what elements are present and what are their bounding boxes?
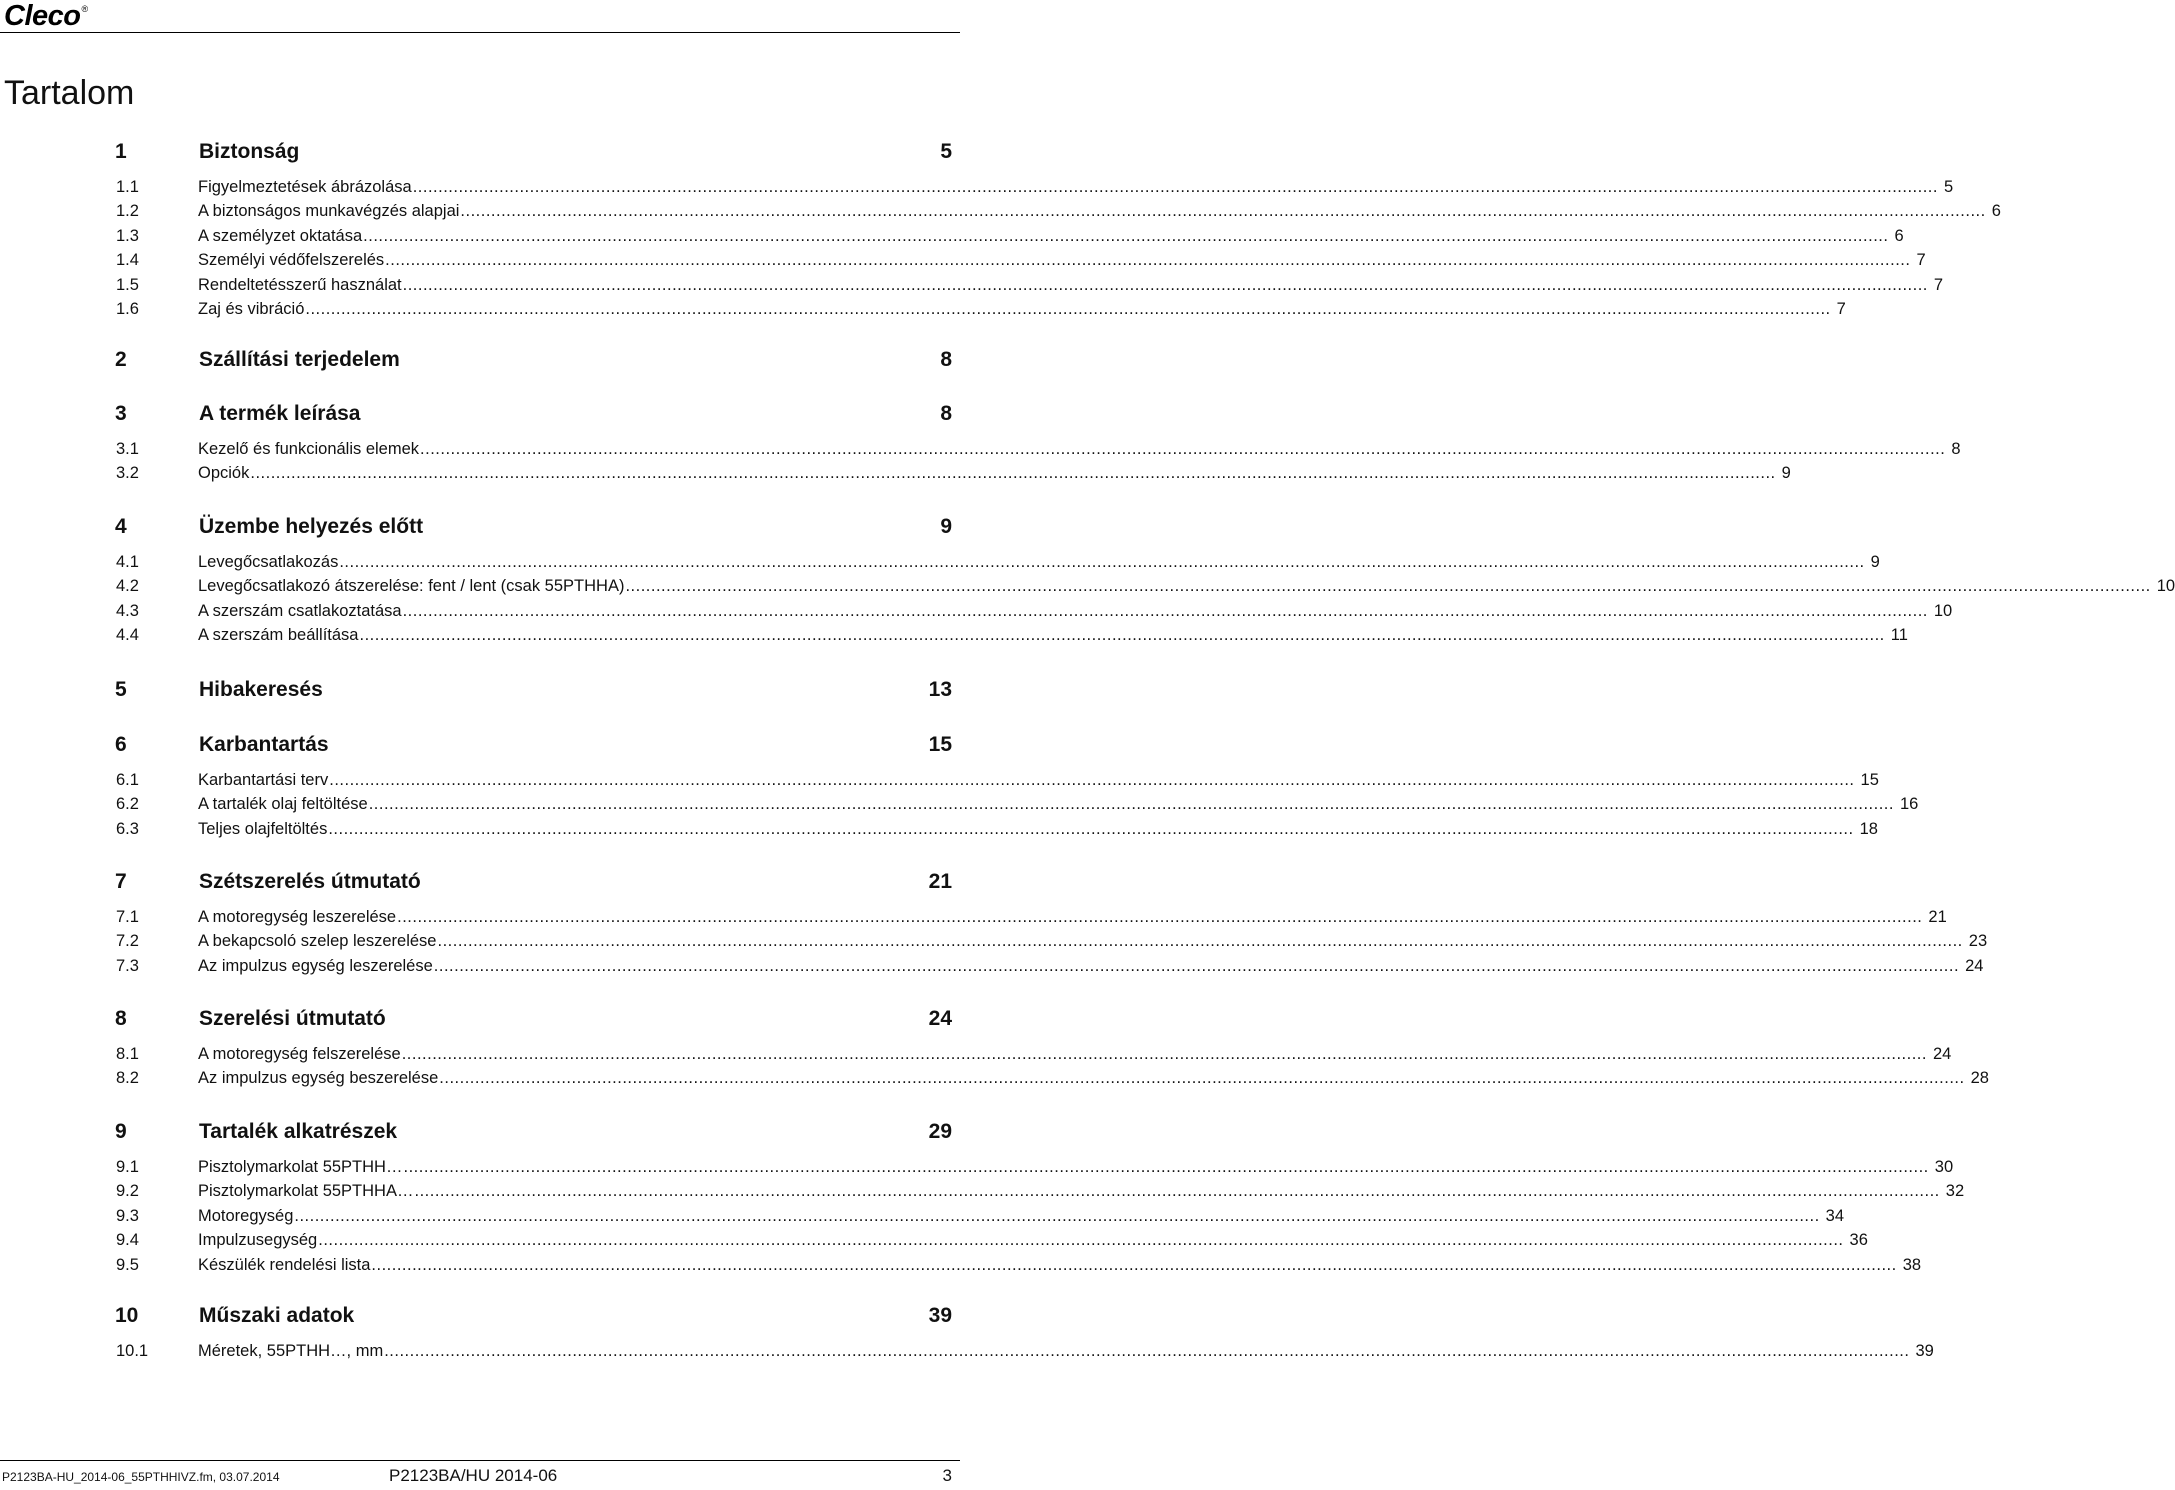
entry-number: 7.2 bbox=[116, 932, 139, 951]
chapter-title: Üzembe helyezés előtt bbox=[199, 515, 424, 538]
dot-leader: ............................................................................................................................................................................................................................................................................................................ bbox=[397, 908, 1923, 926]
chapter-number: 1 bbox=[115, 140, 127, 163]
dot-leader: ............................................................................................................................................................................................................................................................................................................ bbox=[433, 956, 1960, 975]
chapter-number: 10 bbox=[115, 1304, 139, 1327]
dot-leader: ............................................................................................................................................................................................................................................................................................................ bbox=[414, 1182, 1940, 1201]
chapter-title: Hibakeresés bbox=[199, 678, 323, 701]
toc-entry[interactable] bbox=[0, 795, 1919, 817]
dot-leader: ............................................................................................................................................................................................................................................................................................................ bbox=[363, 226, 1889, 245]
entry-page: 21 bbox=[1928, 908, 1947, 926]
toc-entry[interactable] bbox=[0, 202, 2001, 224]
chapter-number: 8 bbox=[115, 1007, 127, 1030]
entry-title: A motoregység felszerelése bbox=[198, 1045, 401, 1063]
entry-number: 9.2 bbox=[116, 1182, 139, 1201]
entry-number: 4.4 bbox=[116, 626, 139, 645]
entry-number: 1.6 bbox=[116, 300, 139, 318]
dot-leader: ............................................................................................................................................................................................................................................................................................................ bbox=[439, 1069, 1965, 1088]
chapter-page: 8 bbox=[940, 402, 952, 425]
chapter-title: Biztonság bbox=[199, 140, 300, 163]
entry-number: 1.4 bbox=[116, 251, 139, 270]
footer-page-number: 3 bbox=[942, 1466, 952, 1485]
chapter-number: 9 bbox=[115, 1120, 127, 1143]
entry-page: 10 bbox=[2156, 577, 2175, 596]
toc-entry[interactable] bbox=[0, 275, 1944, 298]
chapter-page: 9 bbox=[940, 515, 952, 538]
toc-entry[interactable] bbox=[0, 251, 1926, 273]
toc-entry[interactable] bbox=[0, 300, 1846, 322]
entry-number: 6.1 bbox=[116, 771, 139, 789]
chapter-title: A termék leírása bbox=[199, 402, 361, 425]
entry-page: 28 bbox=[1970, 1069, 1989, 1088]
toc-entry[interactable] bbox=[0, 932, 1988, 954]
dot-leader: ............................................................................................................................................................................................................................................................................................................ bbox=[294, 1206, 1820, 1225]
chapter-page: 13 bbox=[928, 678, 952, 701]
toc-entry[interactable] bbox=[0, 956, 1984, 979]
chapter-page: 24 bbox=[928, 1007, 952, 1030]
chapter-page: 5 bbox=[940, 140, 952, 163]
entry-number: 6.2 bbox=[116, 795, 139, 814]
toc-entry[interactable] bbox=[0, 577, 2175, 599]
chapter-page: 29 bbox=[928, 1120, 952, 1143]
chapter-number: 4 bbox=[115, 515, 127, 538]
dot-leader: ............................................................................................................................................................................................................................................................................................................ bbox=[385, 251, 1911, 270]
toc-entry[interactable] bbox=[0, 771, 1879, 793]
toc-chapter[interactable] bbox=[0, 348, 960, 378]
entry-title: Opciók bbox=[198, 464, 250, 483]
entry-page: 5 bbox=[1943, 178, 1954, 196]
chapter-number: 2 bbox=[115, 348, 127, 371]
toc-chapter[interactable] bbox=[0, 870, 960, 900]
entry-title: Motoregység bbox=[198, 1206, 294, 1225]
dot-leader: ............................................................................................................................................................................................................................................................................................................ bbox=[305, 300, 1831, 318]
toc-entry[interactable] bbox=[0, 178, 1954, 200]
toc-entry[interactable] bbox=[0, 601, 1953, 624]
toc-chapter[interactable] bbox=[0, 140, 960, 170]
toc-chapter[interactable] bbox=[0, 1120, 960, 1150]
entry-title: Rendeltetésszerű használat bbox=[198, 275, 402, 294]
dot-leader: ............................................................................................................................................................................................................................................................................................................ bbox=[625, 577, 2151, 596]
entry-page: 24 bbox=[1965, 956, 1984, 975]
entry-title: Az impulzus egység beszerelése bbox=[198, 1069, 439, 1088]
dot-leader: ............................................................................................................................................................................................................................................................................................................ bbox=[460, 202, 1986, 221]
entry-title: Karbantartási terv bbox=[198, 771, 329, 789]
footer-file-info: P2123BA-HU_2014-06_55PTHHIVZ.fm, 03.07.2014 bbox=[2, 1470, 280, 1484]
chapter-number: 6 bbox=[115, 733, 127, 756]
entry-page: 9 bbox=[1870, 553, 1880, 571]
entry-number: 8.2 bbox=[116, 1069, 139, 1088]
entry-number: 4.2 bbox=[116, 577, 139, 596]
chapter-page: 8 bbox=[940, 348, 952, 371]
toc-entry[interactable] bbox=[0, 226, 1904, 249]
dot-leader: ............................................................................................................................................................................................................................................................................................................ bbox=[412, 178, 1938, 196]
entry-title: Figyelmeztetések ábrázolása bbox=[198, 178, 412, 196]
entry-number: 7.1 bbox=[116, 908, 139, 926]
dot-leader: ............................................................................................................................................................................................................................................................................................................ bbox=[359, 626, 1885, 645]
entry-number: 3.1 bbox=[116, 440, 139, 458]
toc-chapter[interactable] bbox=[0, 733, 960, 763]
entry-number: 10.1 bbox=[116, 1342, 149, 1360]
chapter-number: 3 bbox=[115, 402, 127, 425]
entry-page: 38 bbox=[1902, 1255, 1922, 1274]
toc-entry[interactable] bbox=[0, 626, 1908, 648]
entry-number: 8.1 bbox=[116, 1045, 139, 1063]
entry-title: A bekapcsoló szelep leszerelése bbox=[198, 932, 437, 951]
toc-entry[interactable] bbox=[0, 553, 1880, 575]
entry-page: 7 bbox=[1933, 275, 1944, 294]
dot-leader: ............................................................................................................................................................................................................................................................................................................ bbox=[339, 553, 1865, 571]
dot-leader: ............................................................................................................................................................................................................................................................................................................ bbox=[368, 795, 1894, 814]
entry-page: 6 bbox=[1991, 202, 2001, 221]
entry-number: 1.2 bbox=[116, 202, 139, 221]
entry-number: 1.3 bbox=[116, 226, 139, 245]
toc-entry[interactable] bbox=[0, 1342, 1934, 1364]
dot-leader: ............................................................................................................................................................................................................................................................................................................ bbox=[401, 1045, 1927, 1063]
toc-entry[interactable] bbox=[0, 464, 1791, 486]
toc-entry[interactable] bbox=[0, 440, 1961, 462]
entry-number: 1.1 bbox=[116, 178, 139, 196]
entry-number: 4.3 bbox=[116, 601, 139, 620]
entry-page: 7 bbox=[1916, 251, 1926, 270]
dot-leader: ............................................................................................................................................................................................................................................................................................................ bbox=[329, 771, 1855, 789]
entry-title: A szerszám beállítása bbox=[198, 626, 359, 645]
toc-entry[interactable] bbox=[0, 1182, 1965, 1204]
entry-page: 32 bbox=[1945, 1182, 1965, 1201]
page-title: Tartalom bbox=[4, 74, 135, 112]
header-rule bbox=[0, 32, 960, 33]
dot-leader: ............................................................................................................................................................................................................................................................................................................ bbox=[402, 601, 1928, 620]
entry-page: 18 bbox=[1859, 819, 1878, 838]
chapter-page: 21 bbox=[928, 870, 952, 893]
entry-title: Pisztolymarkolat 55PTHH… bbox=[198, 1158, 403, 1176]
entry-page: 6 bbox=[1894, 226, 1904, 245]
entry-page: 15 bbox=[1860, 771, 1879, 789]
entry-number: 9.4 bbox=[116, 1231, 139, 1250]
entry-title: A biztonságos munkavégzés alapjai bbox=[198, 202, 460, 221]
entry-number: 9.1 bbox=[116, 1158, 139, 1176]
toc-chapter[interactable] bbox=[0, 678, 960, 708]
footer-rule bbox=[0, 1460, 960, 1461]
entry-number: 9.3 bbox=[116, 1206, 139, 1225]
chapter-title: Tartalék alkatrészek bbox=[199, 1120, 398, 1143]
entry-title: A szerszám csatlakoztatása bbox=[198, 601, 402, 620]
chapter-title: Szállítási terjedelem bbox=[199, 348, 400, 371]
toc-chapter[interactable] bbox=[0, 402, 960, 432]
toc-entry[interactable] bbox=[0, 1045, 1952, 1067]
entry-title: Személyi védőfelszerelés bbox=[198, 251, 385, 270]
entry-page: 24 bbox=[1932, 1045, 1952, 1063]
entry-title: A motoregység leszerelése bbox=[198, 908, 397, 926]
entry-page: 30 bbox=[1934, 1158, 1954, 1176]
dot-leader: ............................................................................................................................................................................................................................................................................................................ bbox=[371, 1255, 1897, 1274]
chapter-page: 15 bbox=[928, 733, 952, 756]
chapter-number: 7 bbox=[115, 870, 127, 893]
entry-page: 10 bbox=[1933, 601, 1953, 620]
entry-page: 34 bbox=[1825, 1206, 1845, 1225]
entry-number: 4.1 bbox=[116, 553, 139, 571]
entry-page: 8 bbox=[1951, 440, 1961, 458]
toc-chapter[interactable] bbox=[0, 1007, 960, 1037]
entry-page: 9 bbox=[1781, 464, 1791, 483]
toc-chapter[interactable] bbox=[0, 1304, 960, 1334]
dot-leader: ............................................................................................................................................................................................................................................................................................................ bbox=[402, 275, 1928, 294]
footer-document-id: P2123BA/HU 2014-06 bbox=[389, 1466, 558, 1485]
cleco-logo bbox=[4, 0, 88, 33]
entry-title: Levegőcsatlakozás bbox=[198, 553, 339, 571]
toc-entry[interactable] bbox=[0, 1069, 1989, 1091]
entry-page: 23 bbox=[1968, 932, 1988, 951]
chapter-number: 5 bbox=[115, 678, 127, 701]
toc-entry[interactable] bbox=[0, 819, 1878, 842]
entry-title: Impulzusegység bbox=[198, 1231, 318, 1250]
entry-number: 9.5 bbox=[116, 1255, 139, 1274]
entry-page: 16 bbox=[1899, 795, 1919, 814]
dot-leader: ............................................................................................................................................................................................................................................................................................................ bbox=[420, 440, 1946, 458]
registered-mark: ® bbox=[81, 4, 88, 14]
logo-text: Cleco bbox=[4, 0, 81, 32]
toc-entry[interactable] bbox=[0, 1255, 1922, 1278]
entry-page: 39 bbox=[1915, 1342, 1934, 1360]
chapter-page: 39 bbox=[928, 1304, 952, 1327]
entry-title: Készülék rendelési lista bbox=[198, 1255, 371, 1274]
entry-page: 36 bbox=[1849, 1231, 1868, 1250]
toc-chapter[interactable] bbox=[0, 515, 960, 545]
dot-leader: ............................................................................................................................................................................................................................................................................................................ bbox=[437, 932, 1963, 951]
entry-number: 6.3 bbox=[116, 819, 139, 838]
toc-entry[interactable] bbox=[0, 1231, 1868, 1253]
dot-leader: ............................................................................................................................................................................................................................................................................................................ bbox=[328, 819, 1854, 838]
entry-number: 1.5 bbox=[116, 275, 139, 294]
dot-leader: ............................................................................................................................................................................................................................................................................................................ bbox=[250, 464, 1776, 483]
chapter-title: Karbantartás bbox=[199, 733, 329, 756]
entry-number: 3.2 bbox=[116, 464, 139, 483]
dot-leader: ............................................................................................................................................................................................................................................................................................................ bbox=[384, 1342, 1910, 1360]
toc-entry[interactable] bbox=[0, 1158, 1954, 1180]
entry-title: A személyzet oktatása bbox=[198, 226, 363, 245]
chapter-title: Szerelési útmutató bbox=[199, 1007, 386, 1030]
entry-page: 11 bbox=[1890, 626, 1908, 645]
entry-title: Pisztolymarkolat 55PTHHA… bbox=[198, 1182, 414, 1201]
entry-title: Az impulzus egység leszerelése bbox=[198, 956, 433, 975]
entry-page: 7 bbox=[1836, 300, 1846, 318]
chapter-title: Szétszerelés útmutató bbox=[199, 870, 421, 893]
entry-title: A tartalék olaj feltöltése bbox=[198, 795, 368, 814]
entry-title: Méretek, 55PTHH…, mm bbox=[198, 1342, 384, 1360]
toc-entry[interactable] bbox=[0, 1206, 1845, 1229]
chapter-title: Műszaki adatok bbox=[199, 1304, 355, 1327]
toc-entry[interactable] bbox=[0, 908, 1947, 930]
dot-leader: ............................................................................................................................................................................................................................................................................................................ bbox=[318, 1231, 1844, 1250]
entry-title: Levegőcsatlakozó átszerelése: fent / lent (csak 55PTHHA) bbox=[198, 577, 625, 596]
dot-leader: ............................................................................................................................................................................................................................................................................................................ bbox=[403, 1158, 1929, 1176]
entry-title: Kezelő és funkcionális elemek bbox=[198, 440, 420, 458]
entry-number: 7.3 bbox=[116, 956, 139, 975]
entry-title: Zaj és vibráció bbox=[198, 300, 305, 318]
entry-title: Teljes olajfeltöltés bbox=[198, 819, 328, 838]
